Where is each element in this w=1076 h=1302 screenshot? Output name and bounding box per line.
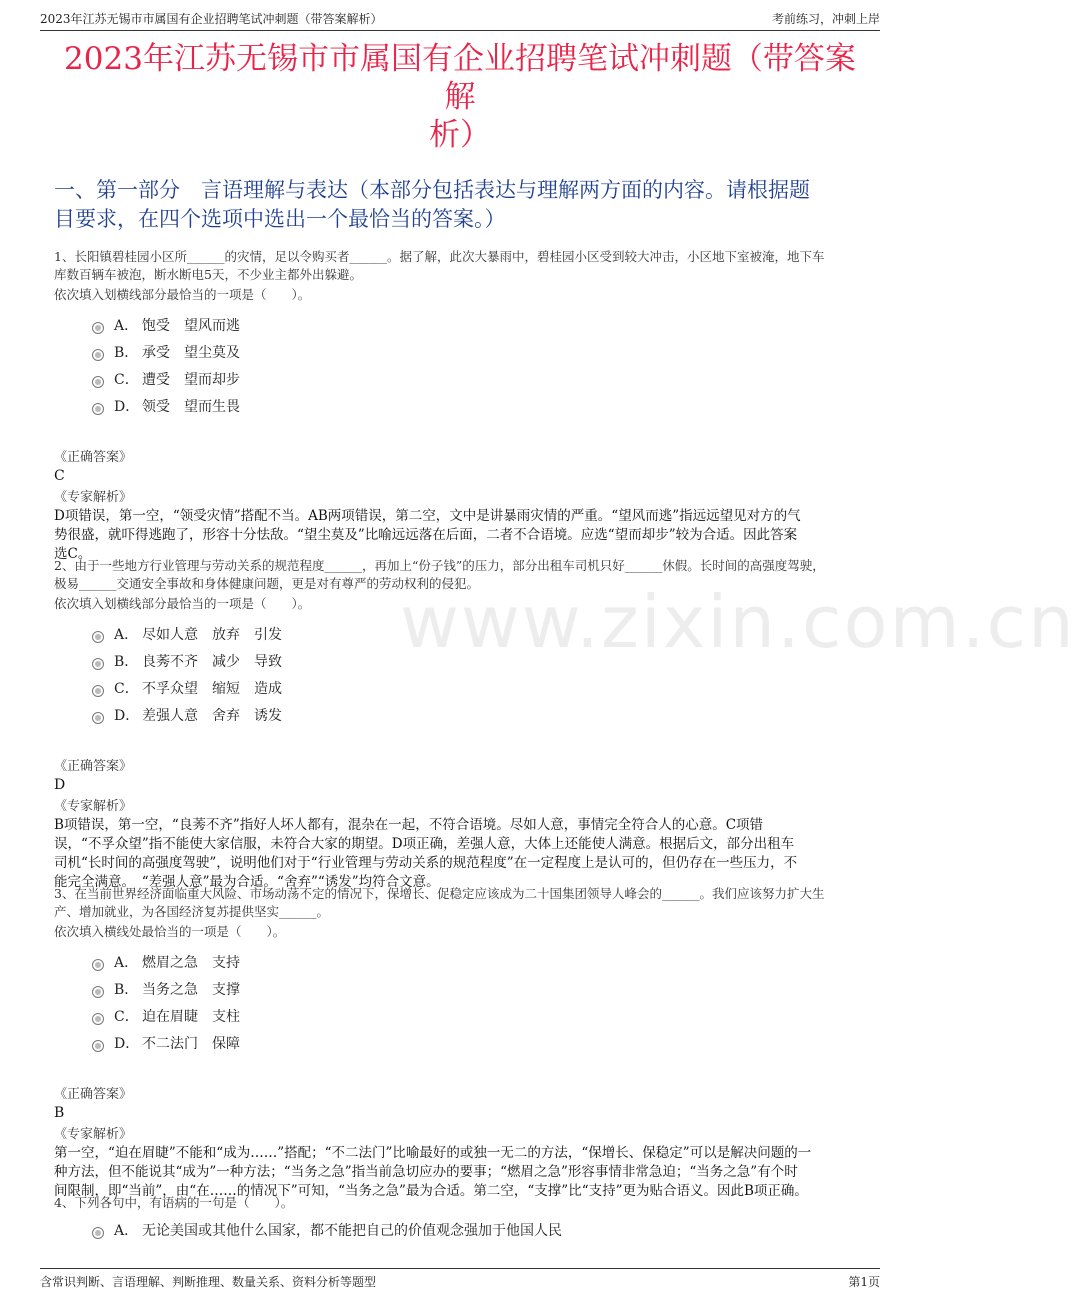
answer-label: 《正确答案》 xyxy=(54,1087,133,1102)
section-heading-line-2: 目要求，在四个选项中选出一个最恰当的答案。） xyxy=(54,207,506,231)
option-d[interactable] xyxy=(54,392,876,419)
section-heading-line-1: 一、第一部分 言语理解与表达（本部分包括表达与理解两方面的内容。请根据题 xyxy=(54,178,810,202)
radio-icon[interactable] xyxy=(92,1227,104,1239)
option-letter: C． xyxy=(114,371,139,388)
question-stem-line: 4、下列各句中，有语病的一句是（ ）。 xyxy=(54,1195,294,1210)
option-b[interactable] xyxy=(54,647,876,674)
option-c[interactable] xyxy=(54,365,876,392)
analysis-line: 势很盛，就吓得逃跑了，形容十分怯敌。“望尘莫及”比喻远远落在后面，二者不合语境。应选“望而却步”较为合适。因此答案 xyxy=(54,527,798,543)
question-4 xyxy=(54,1194,876,1243)
question-stem xyxy=(54,1194,876,1212)
option-text: 遭受 望而却步 xyxy=(142,371,240,388)
analysis-line: 种方法，但不能说其“成为”一种方法；“当务之急”指当前急切应办的要事；“燃眉之急”形容事情非常急迫；“当务之急”有个时 xyxy=(54,1164,798,1180)
question-stem-line: 极易______交通安全事故和身体健康问题，更是对有尊严的劳动权利的侵犯。 xyxy=(54,576,480,591)
radio-icon[interactable] xyxy=(92,959,104,971)
option-text: 差强人意 舍弃 诱发 xyxy=(142,707,282,724)
option-text: 良莠不齐 减少 导致 xyxy=(142,653,282,670)
radio-icon[interactable] xyxy=(92,376,104,388)
radio-icon[interactable] xyxy=(92,712,104,724)
analysis-line: B项错误，第一空，“良莠不齐”指好人坏人都有，混杂在一起，不符合语境。尽如人意，事情完全符合人的心意。C项错 xyxy=(54,817,764,833)
radio-icon[interactable] xyxy=(92,986,104,998)
option-a[interactable] xyxy=(54,948,876,975)
watermark: www.zixin.com.cn xyxy=(400,580,1076,664)
radio-icon[interactable] xyxy=(92,658,104,670)
answer-label: 《正确答案》 xyxy=(54,450,133,465)
option-text: 承受 望尘莫及 xyxy=(142,344,240,361)
footer-note: 含常识判断、言语理解、判断推理、数量关系、资料分析等题型 xyxy=(40,1275,377,1289)
option-letter: B． xyxy=(114,653,139,670)
analysis-line: 选C。 xyxy=(54,546,92,562)
analysis-line: D项错误，第一空，“领受灾情”搭配不当。AB两项错误，第二空，文中是讲暴雨灾情的严重。“望风而逃”指远远望见对方的气 xyxy=(54,508,801,524)
page-title-line-1: 2023年江苏无锡市市属国有企业招聘笔试冲刺题（带答案解 xyxy=(64,41,856,115)
question-stem-line: 2、由于一些地方行业管理与劳动关系的规范程度______，再加上“份子钱”的压力，部分出租车司机只好______休假。长时间的高强度驾驶， xyxy=(54,558,825,573)
option-letter: A． xyxy=(114,317,139,334)
header-doc-title: 2023年江苏无锡市市属国有企业招聘笔试冲刺题（带答案解析） xyxy=(40,12,383,26)
question-stem-line: 3、在当前世界经济面临重大风险、市场动荡不定的情况下，保增长、促稳定应该成为二十国集团领导人峰会的______。我们应该努力扩大生 xyxy=(54,886,825,901)
analysis-line: 误，“不孚众望”指不能使大家信服，未符合大家的期望。D项正确，差强人意，大体上还能使人满意。根据后文，部分出租车 xyxy=(54,836,795,852)
analysis-line: 第一空，“迫在眉睫”不能和“成为……”搭配；“不二法门”比喻最好的或独一无二的方法，“保增长、保稳定”可以是解决问题的一 xyxy=(54,1145,812,1161)
page-header xyxy=(40,8,880,31)
radio-icon[interactable] xyxy=(92,322,104,334)
option-list xyxy=(54,948,876,1056)
option-c[interactable] xyxy=(54,1002,876,1029)
option-letter: A． xyxy=(114,954,139,971)
option-d[interactable] xyxy=(54,1029,876,1056)
option-letter: B． xyxy=(114,344,139,361)
radio-icon[interactable] xyxy=(92,685,104,697)
option-a[interactable] xyxy=(54,1216,876,1243)
answer-value: C xyxy=(54,468,65,484)
option-list xyxy=(54,620,876,728)
option-letter: D． xyxy=(114,398,140,415)
answer-value: B xyxy=(54,1105,65,1121)
analysis-text xyxy=(54,1144,876,1201)
radio-icon[interactable] xyxy=(92,631,104,643)
option-text: 尽如人意 放弃 引发 xyxy=(142,626,282,643)
option-list xyxy=(54,1216,876,1243)
option-text: 燃眉之急 支持 xyxy=(142,954,240,971)
question-2 xyxy=(54,557,876,892)
option-text: 不二法门 保障 xyxy=(142,1035,240,1052)
question-instruction: 依次填入划横线部分最恰当的一项是（ ）。 xyxy=(54,596,311,611)
option-c[interactable] xyxy=(54,674,876,701)
radio-icon[interactable] xyxy=(92,349,104,361)
option-letter: D． xyxy=(114,1035,140,1052)
question-stem xyxy=(54,885,876,921)
option-b[interactable] xyxy=(54,975,876,1002)
question-instruction: 依次填入划横线部分最恰当的一项是（ ）。 xyxy=(54,287,311,302)
option-letter: B． xyxy=(114,981,139,998)
header-slogan: 考前练习，冲刺上岸 xyxy=(771,12,880,26)
option-list xyxy=(54,311,876,419)
question-stem-line: 1、长阳镇碧桂园小区所______的灾情，足以令购买者______。据了解，此次大暴雨中，碧桂园小区受到较大冲击，小区地下室被淹，地下车 xyxy=(54,249,825,264)
section-heading xyxy=(54,176,880,234)
radio-icon[interactable] xyxy=(92,403,104,415)
option-d[interactable] xyxy=(54,701,876,728)
analysis-line: 间限制，即“当前”，由“在……的情况下”可知，“当务之急”最为合适。第二空，“支撑”比“支持”更为贴合语义。因此B项正确。 xyxy=(54,1183,808,1199)
page-number: 第1页 xyxy=(848,1275,880,1289)
page-footer xyxy=(40,1268,880,1291)
page-title xyxy=(60,40,860,154)
radio-icon[interactable] xyxy=(92,1040,104,1052)
option-a[interactable] xyxy=(54,620,876,647)
question-3 xyxy=(54,885,876,1201)
option-letter: C． xyxy=(114,1008,139,1025)
radio-icon[interactable] xyxy=(92,1013,104,1025)
option-b[interactable] xyxy=(54,338,876,365)
analysis-line: 司机“长时间的高强度驾驶”，说明他们对于“行业管理与劳动关系的规范程度”在一定程度上是认可的，但仍存在一些压力，不 xyxy=(54,855,798,871)
option-text: 饱受 望风而逃 xyxy=(142,317,240,334)
question-stem xyxy=(54,248,876,284)
page-title-line-2: 析） xyxy=(429,117,491,153)
answer-value: D xyxy=(54,777,66,793)
option-text: 不孚众望 缩短 造成 xyxy=(142,680,282,697)
answer-label: 《正确答案》 xyxy=(54,759,133,774)
analysis-label: 《专家解析》 xyxy=(54,1127,133,1142)
question-stem-line: 库数百辆车被泡，断水断电5天，不少业主都外出躲避。 xyxy=(54,267,362,282)
option-letter: A． xyxy=(114,1222,139,1239)
option-text: 领受 望而生畏 xyxy=(142,398,240,415)
analysis-text xyxy=(54,507,876,564)
analysis-text xyxy=(54,816,876,892)
question-stem-line: 产、增加就业，为各国经济复苏提供坚实______。 xyxy=(54,904,330,919)
option-text: 当务之急 支撑 xyxy=(142,981,240,998)
question-1 xyxy=(54,248,876,564)
analysis-label: 《专家解析》 xyxy=(54,490,133,505)
option-letter: A． xyxy=(114,626,139,643)
question-instruction: 依次填入横线处最恰当的一项是（ ）。 xyxy=(54,924,286,939)
option-a[interactable] xyxy=(54,311,876,338)
option-letter: D． xyxy=(114,707,140,724)
analysis-label: 《专家解析》 xyxy=(54,799,133,814)
analysis-line: 能完全满意。 “差强人意”最为合适。“舍弃”“诱发”均符合文意。 xyxy=(54,874,440,890)
question-stem xyxy=(54,557,876,593)
option-text: 无论美国或其他什么国家，都不能把自己的价值观念强加于他国人民 xyxy=(142,1222,562,1239)
option-text: 迫在眉睫 支柱 xyxy=(142,1008,240,1025)
option-letter: C． xyxy=(114,680,139,697)
